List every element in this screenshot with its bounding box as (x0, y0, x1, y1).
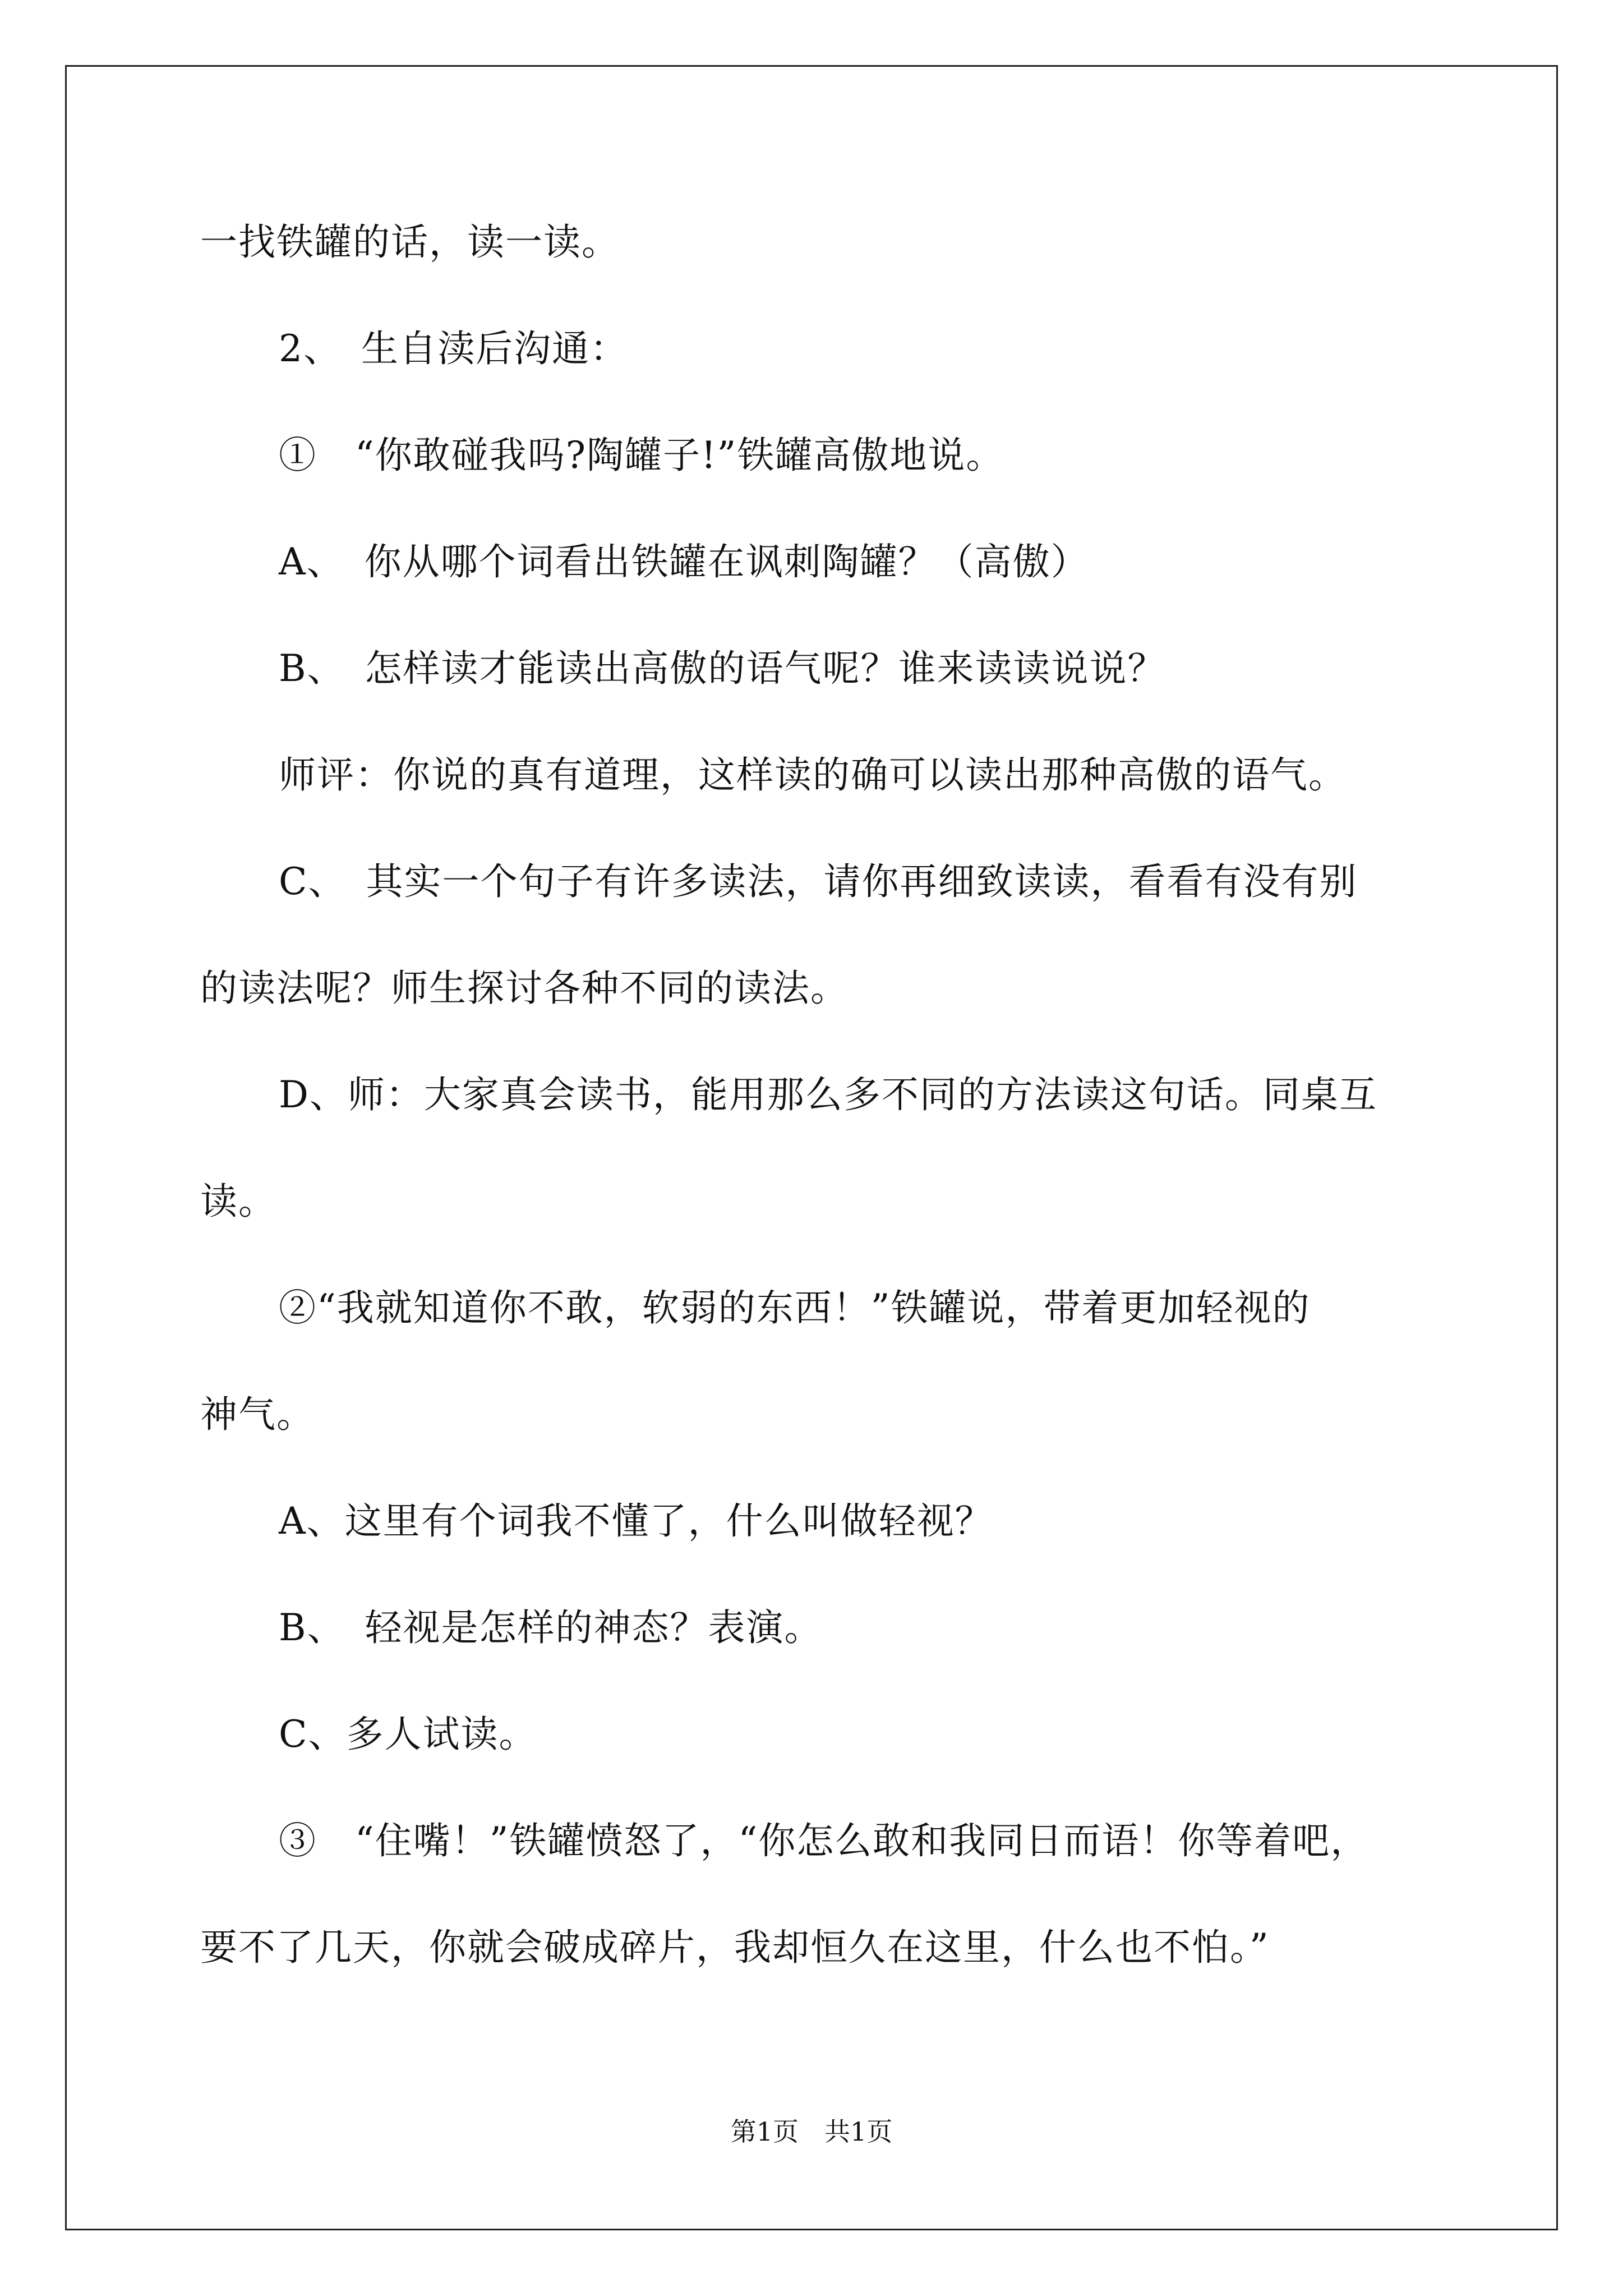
text-line-16: ③ “住嘴！”铁罐愤怒了，“你怎么敢和我同日而语！你等着吧， (279, 1819, 1369, 1862)
text-line-15: C、多人试读。 (279, 1713, 537, 1756)
text-line-13: A、这里有个词我不懂了，什么叫做轻视？ (279, 1499, 993, 1543)
page-border (65, 65, 1558, 2230)
text-line-1: 一找铁罐的话，读一读。 (200, 220, 620, 264)
text-line-14: B、 轻视是怎样的神态？表演。 (279, 1606, 823, 1649)
text-line-11: ②“我就知道你不敢，软弱的东西！”铁罐说，带着更加轻视的 (279, 1286, 1311, 1329)
text-line-8: 的读法呢？师生探讨各种不同的读法。 (200, 967, 849, 1010)
text-line-17: 要不了几天，你就会破成碎片，我却恒久在这里，什么也不怕。” (200, 1926, 1270, 1969)
text-line-10: 读。 (200, 1180, 276, 1223)
text-line-3: ① “你敢碰我吗?陶罐子!”铁罐高傲地说。 (279, 434, 1004, 477)
text-line-9: D、师：大家真会读书，能用那么多不同的方法读这句话。同桌互 (279, 1073, 1377, 1116)
text-line-5: B、 怎样读才能读出高傲的语气呢？谁来读读说说？ (279, 647, 1166, 690)
text-line-4: A、 你从哪个词看出铁罐在讽刺陶罐？（高傲） (279, 540, 1089, 583)
text-line-12: 神气。 (200, 1393, 315, 1436)
text-line-2: 2、 生自渎后沟通： (279, 327, 628, 370)
text-line-7: C、 其实一个句子有许多读法，请你再细致读读，看看有没有别 (279, 860, 1358, 903)
text-line-6: 师评：你说的真有道理，这样读的确可以读出那种高傲的语气。 (279, 753, 1347, 797)
page-number-footer: 第1页 共1页 (730, 2116, 893, 2147)
